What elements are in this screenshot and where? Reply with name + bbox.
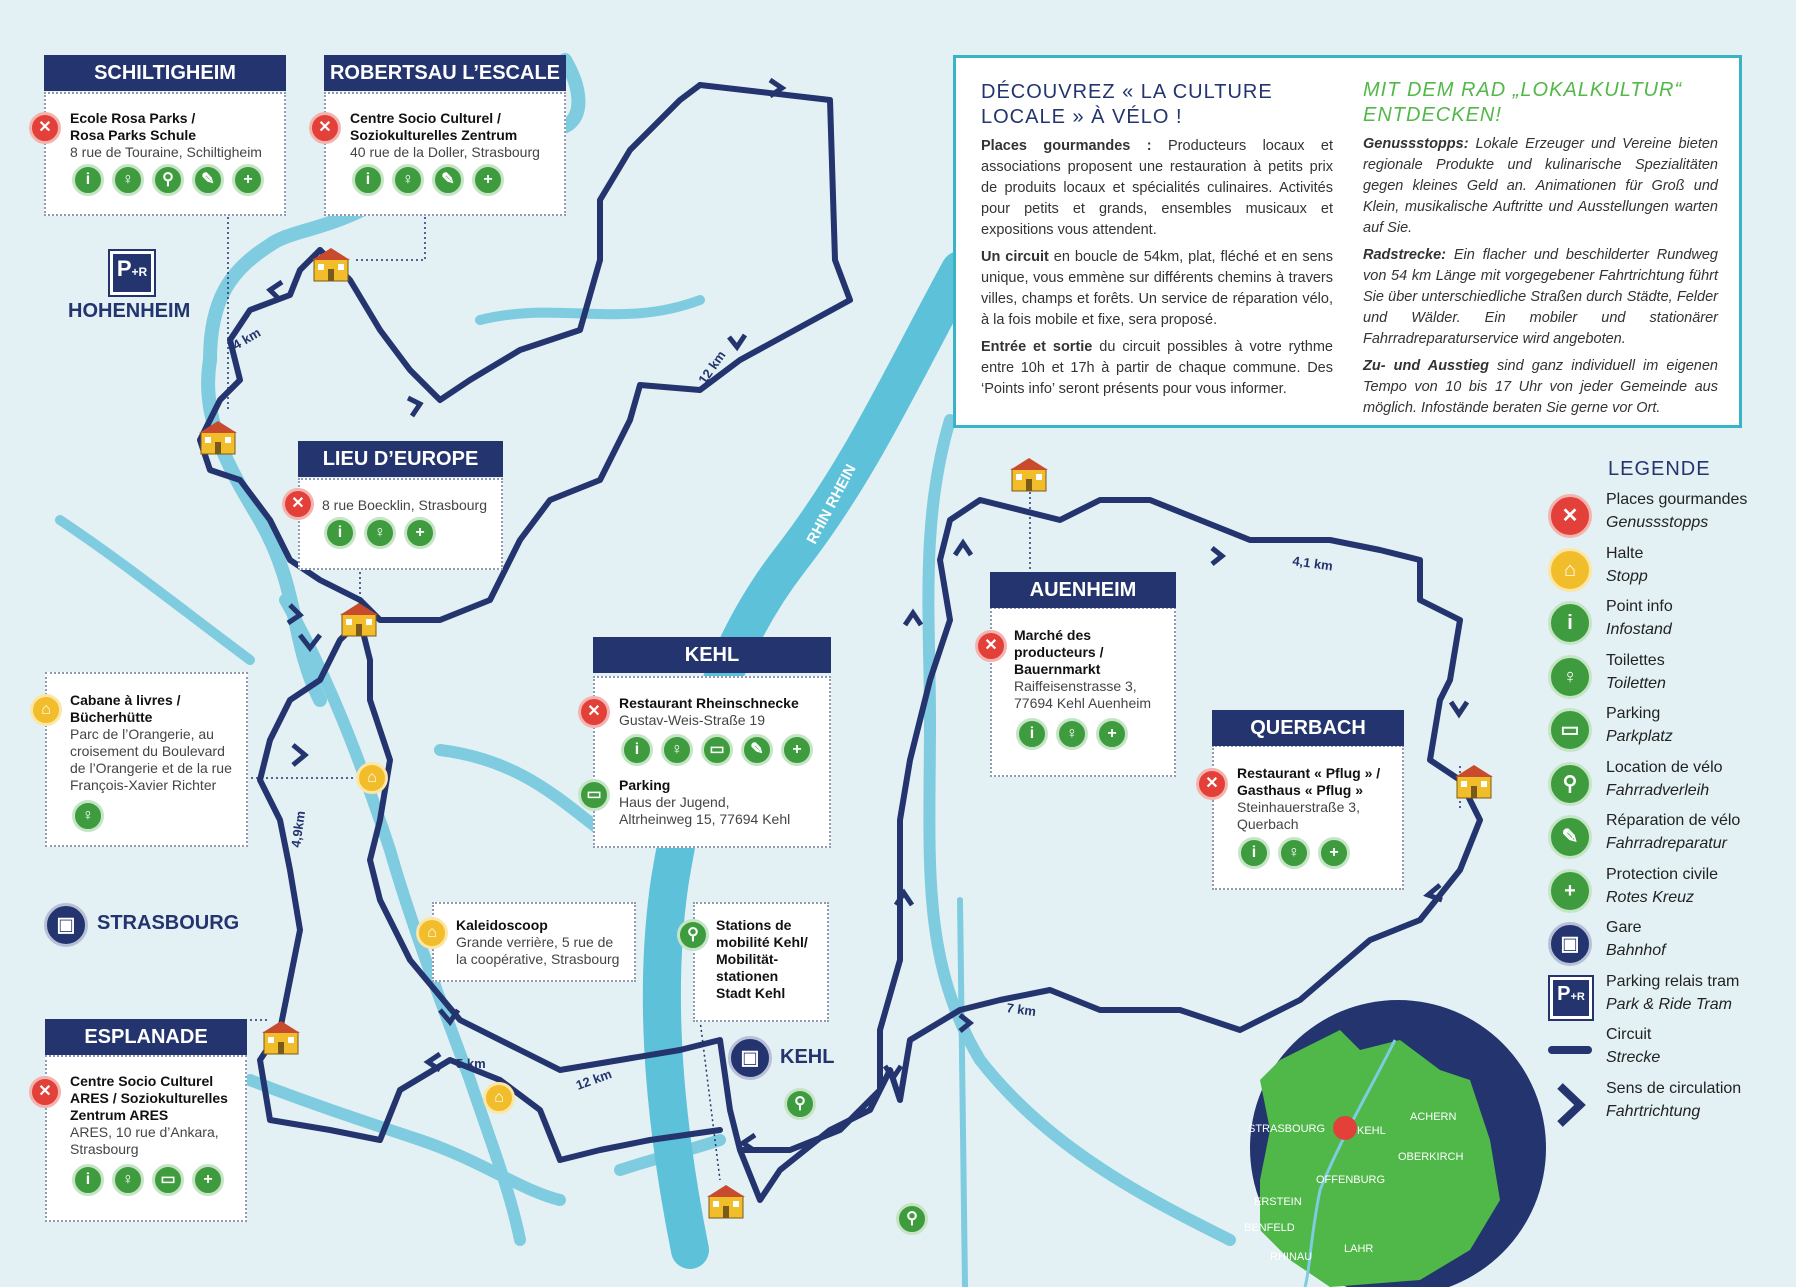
distance-12km-top: 12 km <box>695 347 729 387</box>
toilets-icon: ♀ <box>112 1164 144 1196</box>
inset-lahr: LAHR <box>1344 1243 1374 1255</box>
repair-icon: ✎ <box>741 734 773 766</box>
train-icon: ▣ <box>1548 922 1592 966</box>
toilets-icon: ♀ <box>1278 837 1310 869</box>
panel-head-auenheim: AUENHEIM <box>990 572 1176 608</box>
panel-head-querbach: QUERBACH <box>1212 710 1404 746</box>
entry-cabane <box>70 692 232 794</box>
entry-title: Restaurant « Pflug » / <box>1237 765 1381 781</box>
town-hall-icon-schiltigheim <box>197 418 239 456</box>
distance-4km: 4 km <box>230 324 264 353</box>
panel-head-esplanade: ESPLANADE <box>45 1019 247 1055</box>
info-icon: i <box>1548 601 1592 645</box>
entry-title: Centre Socio Culturel / <box>350 110 501 126</box>
label-strasbourg: STRASBOURG <box>97 912 240 934</box>
house-icon: ⌂ <box>30 694 62 726</box>
label-kehl: KEHL <box>780 1046 835 1068</box>
legend-item: ✕ Places gourmandes Genussstopps <box>1540 491 1790 545</box>
entry-address: Gustav-Weis-Straße 19 <box>619 712 766 728</box>
legend-item: ▭ Parking Parkplatz <box>1540 705 1790 759</box>
info-icon: i <box>352 164 384 196</box>
entry-address: Steinhauerstraße 3, <box>1237 799 1360 815</box>
toilets-icon: ♀ <box>112 164 144 196</box>
entry-kaleidoscoop <box>456 917 619 968</box>
toilets-icon: ♀ <box>661 734 693 766</box>
info-column-fr <box>981 80 1333 406</box>
legend-item: ♀ Toilettes Toiletten <box>1540 652 1790 706</box>
entry-title-2: ARES / Soziokulturelles <box>70 1090 228 1106</box>
food-icon: ✕ <box>1196 768 1228 800</box>
inset-oberkirch: OBERKIRCH <box>1398 1151 1464 1163</box>
toilets-icon: ♀ <box>364 517 396 549</box>
inset-rhinau: RHINAU <box>1270 1251 1313 1263</box>
entry-kehl-restaurant <box>619 695 799 729</box>
cross-icon: + <box>1318 837 1350 869</box>
repair-icon: ✎ <box>192 164 224 196</box>
inset-achern: ACHERN <box>1410 1111 1457 1123</box>
bike-icon-station-2: ⚲ <box>896 1203 928 1235</box>
panel-head-schiltigheim: SCHILTIGHEIM <box>44 55 286 91</box>
entry-title: Parking <box>619 777 671 793</box>
inset-map <box>1244 1000 1546 1287</box>
info-title-de: MIT DEM RAD „LOKALKULTUR“ ENTDECKEN! <box>1363 79 1683 126</box>
info-box <box>953 55 1742 428</box>
page-edge <box>1796 0 1814 1287</box>
info-paragraph: Radstrecke: Ein flacher und beschilderter Rundweg von 54 km Länge mit vorgegebener Fahrtrichtung führt Sie über unterschiedliche Straßen durch Städte, Felder und Wälder. Ein mobiler und stationärer Fahrradreparaturservice wird angeboten. <box>1363 247 1718 347</box>
label-hohenheim: HOHENHEIM <box>68 300 191 322</box>
legend-item: ⌂ Halte Stopp <box>1540 545 1790 599</box>
bike-icon-station-1: ⚲ <box>784 1088 816 1120</box>
rhine-label: RHIN RHEIN <box>803 461 860 547</box>
entry-lieu-europe <box>322 497 487 514</box>
cross-icon: + <box>1548 869 1592 913</box>
legend-item: + Protection civile Rotes Kreuz <box>1540 866 1790 920</box>
info-paragraph: Genussstopps: Lokale Erzeuger und Vereine bieten regionale Produkte und kulinarische Spezialitäten gegen kleines Geld an. Animationen für Groß und Klein, musikalische Auftritte und Ausstellungen warten auf Sie. <box>1363 136 1718 236</box>
distance-5km: 5 km <box>456 1056 486 1071</box>
entry-address: Grande verrière, 5 rue de <box>456 934 614 950</box>
entry-address-2: la coopérative, Strasbourg <box>456 951 620 967</box>
food-icon: ✕ <box>309 112 341 144</box>
entry-querbach <box>1237 765 1380 833</box>
entry-title-3: Mobilität- <box>716 951 779 967</box>
house-icon: ⌂ <box>416 917 448 949</box>
entry-title: Kaleidoscoop <box>456 917 548 933</box>
car-icon: ▭ <box>701 734 733 766</box>
entry-title: Centre Socio Culturel <box>70 1073 214 1089</box>
entry-address-4: François-Xavier Richter <box>70 777 217 793</box>
food-icon: ✕ <box>975 630 1007 662</box>
entry-address-2: 77694 Kehl Auenheim <box>1014 695 1151 711</box>
bike-icon: ⚲ <box>1548 762 1592 806</box>
service-icons <box>1238 837 1350 869</box>
entry-title-5: Stadt Kehl <box>716 985 786 1001</box>
service-icons <box>1016 718 1128 750</box>
cross-icon: + <box>404 517 436 549</box>
entry-address-2: croisement du Boulevard <box>70 743 225 759</box>
chevron-right-icon <box>1554 1082 1588 1128</box>
entry-title: Cabane à livres / <box>70 692 181 708</box>
info-icon: i <box>621 734 653 766</box>
cross-icon: + <box>781 734 813 766</box>
town-hall-icon-kehl <box>705 1182 747 1220</box>
entry-address: 8 rue de Touraine, Schiltigheim <box>70 144 262 160</box>
legend-title: LEGENDE <box>1608 458 1711 480</box>
entry-title: Stations de <box>716 917 792 933</box>
panel-head-robertsau: ROBERTSAU L’ESCALE <box>324 55 566 91</box>
toilets-icon: ♀ <box>392 164 424 196</box>
info-icon: i <box>72 164 104 196</box>
car-icon: ▭ <box>1548 708 1592 752</box>
info-icon: i <box>72 1164 104 1196</box>
entry-title-2: Bücherhütte <box>70 709 153 725</box>
cross-icon: + <box>192 1164 224 1196</box>
food-icon: ✕ <box>29 112 61 144</box>
entry-address: 40 rue de la Doller, Strasbourg <box>350 144 540 160</box>
legend-item: P+R Parking relais tram Park & Ride Tram <box>1540 973 1790 1027</box>
toilets-icon: ♀ <box>72 800 104 832</box>
distance-4-9km: 4,9km <box>288 809 309 849</box>
inset-kehl: KEHL <box>1357 1125 1386 1137</box>
entry-auenheim <box>1014 627 1151 712</box>
entry-address-2: Altrheinweg 15, 77694 Kehl <box>619 811 791 827</box>
town-hall-icon-auenheim <box>1008 455 1050 493</box>
food-icon: ✕ <box>578 696 610 728</box>
bike-icon: ⚲ <box>152 164 184 196</box>
entry-title: Marché des <box>1014 627 1092 643</box>
repair-icon: ✎ <box>1548 815 1592 859</box>
info-paragraph: Zu- und Ausstieg sind ganz individuell im eigenen Tempo von 10 bis 17 Uhr von jeder Gemeinde aus möglich. Infostände beraten Sie gerne vor Ort. <box>1363 358 1718 416</box>
inset-benfeld: BENFELD <box>1244 1222 1295 1234</box>
entry-address: Parc de l’Orangerie, au <box>70 726 214 742</box>
food-icon: ✕ <box>282 488 314 520</box>
entry-title-2: producteurs / <box>1014 644 1104 660</box>
entry-title-2: Gasthaus « Pflug » <box>1237 782 1364 798</box>
entry-title-3: Bauernmarkt <box>1014 661 1101 677</box>
legend-item: Circuit Strecke <box>1540 1026 1790 1080</box>
panel-head-lieu-europe: LIEU D’EUROPE <box>298 441 503 477</box>
bike-icon: ⚲ <box>677 919 709 951</box>
info-icon: i <box>1016 718 1048 750</box>
legend <box>1540 458 1790 1133</box>
cross-icon: + <box>232 164 264 196</box>
service-icons <box>72 164 264 196</box>
entry-title-2: Soziokulturelles Zentrum <box>350 127 518 143</box>
town-hall-icon-querbach <box>1453 762 1495 800</box>
entry-robertsau <box>350 110 540 161</box>
entry-title: Restaurant Rheinschnecke <box>619 695 799 711</box>
food-icon: ✕ <box>29 1076 61 1108</box>
entry-address-3: de l’Orangerie et de la rue <box>70 760 232 776</box>
entry-address-2: Querbach <box>1237 816 1299 832</box>
toilets-icon: ♀ <box>1056 718 1088 750</box>
food-icon: ✕ <box>1548 494 1592 538</box>
legend-item: ▣ Gare Bahnhof <box>1540 919 1790 973</box>
service-icons <box>621 734 813 766</box>
entry-address: ARES, 10 rue d’Ankara, <box>70 1124 219 1140</box>
cross-icon: + <box>472 164 504 196</box>
info-paragraph: Un circuit en boucle de 54km, plat, fléché et en sens unique, vous emmène sur différents chemins à travers villes, champs et forêts. Un service de réparation vélo, à la fois mobile et fixe, sera proposé. <box>981 249 1333 328</box>
entry-title-2: Rosa Parks Schule <box>70 127 197 143</box>
service-icons <box>72 800 104 832</box>
distance-4-1km: 4,1 km <box>1291 553 1334 574</box>
info-column-de <box>1363 78 1718 425</box>
house-icon-stop: ⌂ <box>483 1082 515 1114</box>
repair-icon: ✎ <box>432 164 464 196</box>
town-hall-icon-lieu-europe <box>338 600 380 638</box>
panel-head-kehl: KEHL <box>593 637 831 673</box>
train-icon-kehl: ▣ <box>728 1036 772 1080</box>
car-icon: ▭ <box>152 1164 184 1196</box>
legend-item: i Point info Infostand <box>1540 598 1790 652</box>
car-icon: ▭ <box>578 779 610 811</box>
house-icon-orangerie: ⌂ <box>356 762 388 794</box>
entry-address-2: Strasbourg <box>70 1141 139 1157</box>
town-hall-icon-robertsau <box>310 245 352 283</box>
info-icon: i <box>1238 837 1270 869</box>
entry-title-2: mobilité Kehl/ <box>716 934 808 950</box>
toilets-icon: ♀ <box>1548 655 1592 699</box>
inset-erstein: ERSTEIN <box>1254 1196 1302 1208</box>
entry-address: Raiffeisenstrasse 3, <box>1014 678 1137 694</box>
info-paragraph: Entrée et sortie du circuit possibles à votre rythme entre 10h et 17h à partir de chaque commune. Des ‘Points info’ seront présents pour vous informer. <box>981 339 1333 397</box>
inset-strasbourg: STRASBOURG <box>1248 1123 1326 1135</box>
train-icon-strasbourg: ▣ <box>44 903 88 947</box>
entry-address: Haus der Jugend, <box>619 794 730 810</box>
entry-title-3: Zentrum ARES <box>70 1107 169 1123</box>
entry-stations <box>716 917 808 1002</box>
entry-schiltigheim <box>70 110 262 161</box>
legend-item: ⚲ Location de vélo Fahrradverleih <box>1540 759 1790 813</box>
legend-item: Sens de circulation Fahrtrichtung <box>1540 1080 1790 1134</box>
entry-title-4: stationen <box>716 968 779 984</box>
entry-address: 8 rue Boecklin, Strasbourg <box>322 497 487 513</box>
info-icon: i <box>324 517 356 549</box>
house-icon: ⌂ <box>1548 548 1592 592</box>
entry-title: Ecole Rosa Parks / <box>70 110 196 126</box>
distance-12km-bottom: 12 km <box>573 1066 614 1093</box>
info-paragraph: Places gourmandes : Producteurs locaux et associations proposent une restauration à petits prix de produits locaux et spécialités culinaires. Activités pour petits et grands, ensembles musicaux et expositions vous attendent. <box>981 138 1333 238</box>
entry-kehl-parking <box>619 777 790 828</box>
park-ride-icon: P+R <box>1550 977 1592 1019</box>
inset-offenburg: OFFENBURG <box>1316 1174 1386 1186</box>
circuit-line-icon <box>1548 1046 1592 1054</box>
service-icons <box>72 1164 224 1196</box>
info-title-fr: DÉCOUVREZ « LA CULTURE LOCALE » À VÉLO ! <box>981 81 1273 128</box>
service-icons <box>352 164 504 196</box>
cross-icon: + <box>1096 718 1128 750</box>
town-hall-icon-esplanade <box>260 1018 302 1056</box>
legend-item: ✎ Réparation de vélo Fahrradreparatur <box>1540 812 1790 866</box>
service-icons <box>324 517 436 549</box>
park-ride-icon: P+R <box>110 251 154 295</box>
entry-esplanade <box>70 1073 228 1158</box>
distance-7km: 7 km <box>1005 1000 1038 1020</box>
